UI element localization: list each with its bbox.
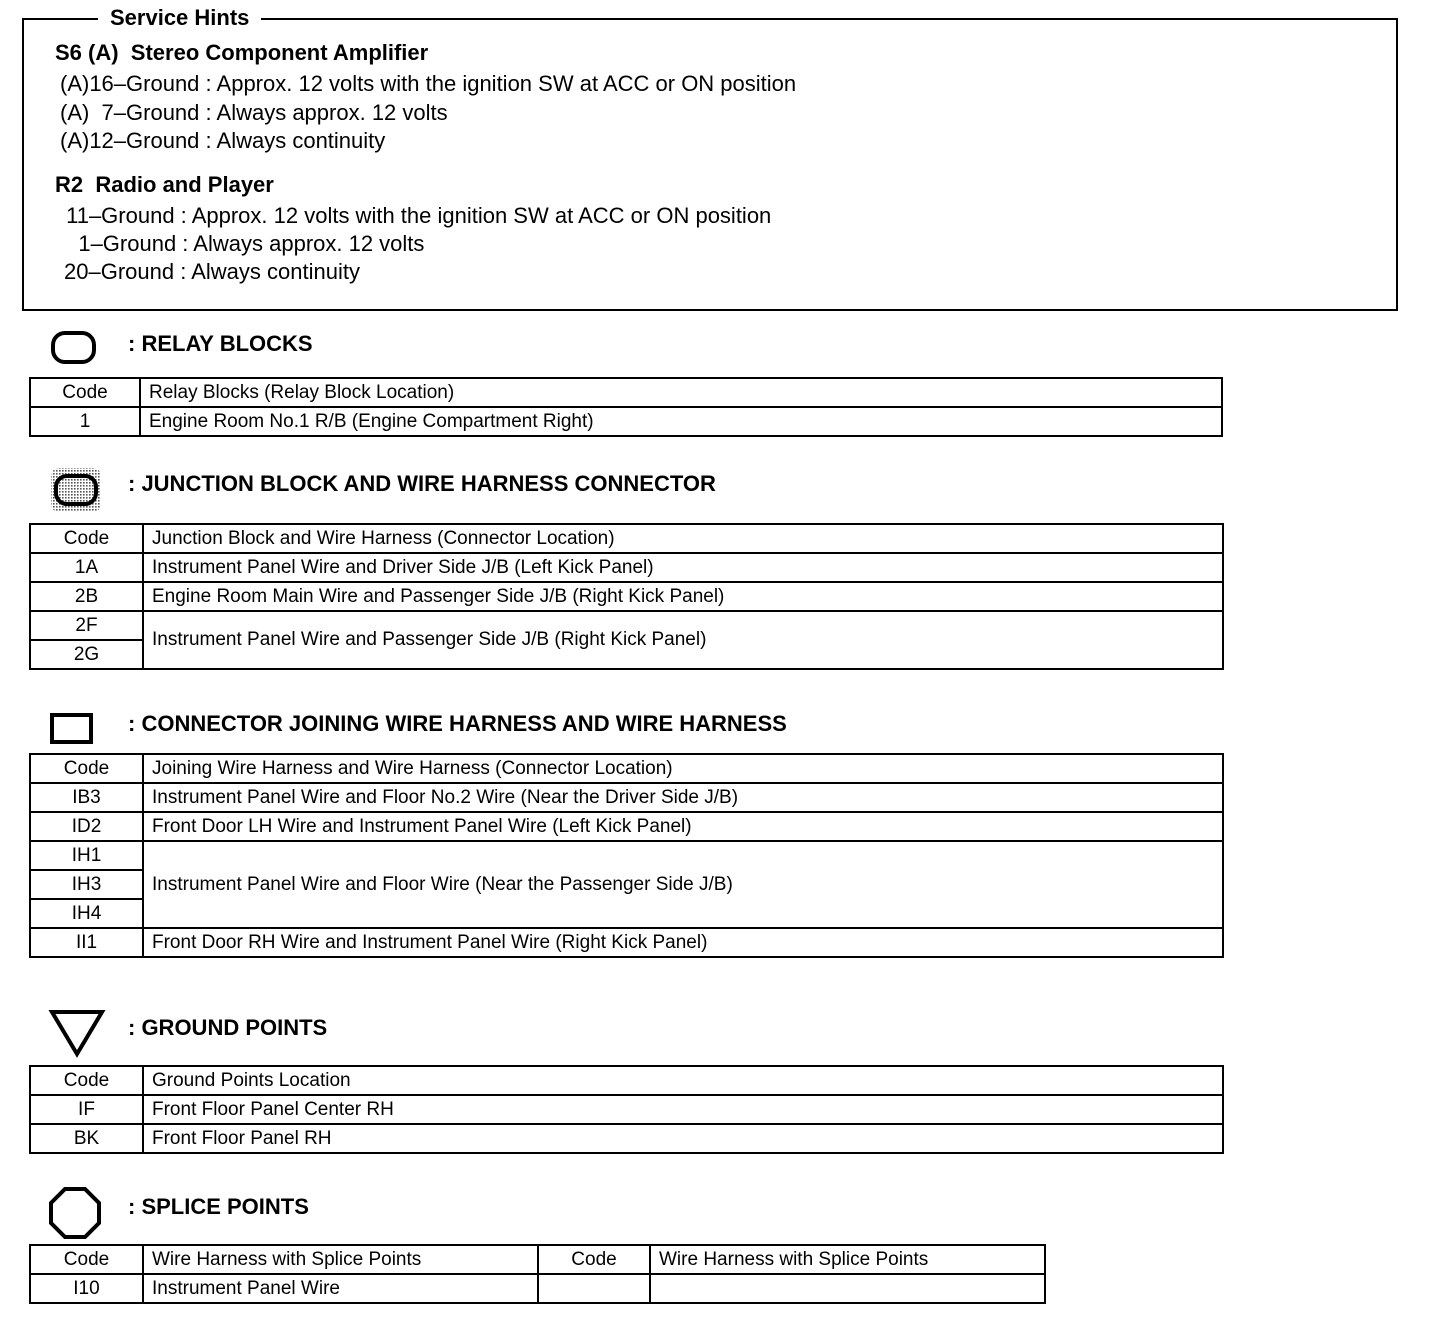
desc-cell: Engine Room No.1 R/B (Engine Compartment Right) xyxy=(140,407,1222,436)
table-header-row xyxy=(30,1245,1045,1274)
desc-cell: Front Door RH Wire and Instrument Panel Wire (Right Kick Panel) xyxy=(143,928,1223,957)
desc-cell: Instrument Panel Wire xyxy=(143,1274,538,1303)
desc-header: Ground Points Location xyxy=(143,1066,1223,1095)
table-row xyxy=(30,1095,1223,1124)
code-cell: 2B xyxy=(30,582,143,611)
table-row xyxy=(30,841,1223,870)
desc-header: Wire Harness with Splice Points xyxy=(650,1245,1045,1274)
code-cell: IH4 xyxy=(30,899,143,928)
code-header: Code xyxy=(30,1245,143,1274)
connectors-title: : CONNECTOR JOINING WIRE HARNESS AND WIRE HARNESS xyxy=(128,711,787,736)
table-row xyxy=(30,582,1223,611)
desc-cell: Front Floor Panel Center RH xyxy=(143,1095,1223,1124)
table-header-row xyxy=(30,378,1222,407)
code-header: Code xyxy=(538,1245,650,1274)
desc-cell: Engine Room Main Wire and Passenger Side J/B (Right Kick Panel) xyxy=(143,582,1223,611)
code-header: Code xyxy=(30,1066,143,1095)
desc-cell: Instrument Panel Wire and Passenger Side J/B (Right Kick Panel) xyxy=(143,611,1223,669)
code-cell: IF xyxy=(30,1095,143,1124)
down-triangle-icon xyxy=(48,1008,106,1058)
desc-header: Relay Blocks (Relay Block Location) xyxy=(140,378,1222,407)
code-cell: 2G xyxy=(30,640,143,669)
relay-blocks-title: : RELAY BLOCKS xyxy=(128,331,313,356)
code-cell xyxy=(538,1274,650,1303)
code-header: Code xyxy=(30,524,143,553)
r2-heading: R2 Radio and Player xyxy=(55,172,274,197)
code-cell: 1 xyxy=(30,407,140,436)
desc-cell: Instrument Panel Wire and Floor Wire (Near the Passenger Side J/B) xyxy=(143,841,1223,928)
connectors-table xyxy=(29,753,1224,958)
table-row xyxy=(30,407,1222,436)
code-cell: ID2 xyxy=(30,812,143,841)
table-header-row xyxy=(30,1066,1223,1095)
code-header: Code xyxy=(30,754,143,783)
table-row xyxy=(30,783,1223,812)
table-row xyxy=(30,812,1223,841)
splice-points-table xyxy=(29,1244,1046,1304)
table-row xyxy=(30,1274,1045,1303)
table-row xyxy=(30,928,1223,957)
code-cell: BK xyxy=(30,1124,143,1153)
desc-header: Junction Block and Wire Harness (Connector Location) xyxy=(143,524,1223,553)
code-cell: IH1 xyxy=(30,841,143,870)
s6-line: (A)12–Ground : Always continuity xyxy=(60,128,386,153)
splice-points-title: : SPLICE POINTS xyxy=(128,1194,309,1219)
octagon-icon xyxy=(48,1186,102,1240)
table-header-row xyxy=(30,524,1223,553)
code-cell: I10 xyxy=(30,1274,143,1303)
shaded-rounded-rect-icon xyxy=(50,467,102,513)
desc-cell: Instrument Panel Wire and Driver Side J/B (Left Kick Panel) xyxy=(143,553,1223,582)
junction-blocks-title: : JUNCTION BLOCK AND WIRE HARNESS CONNECTOR xyxy=(128,471,716,496)
ground-points-title: : GROUND POINTS xyxy=(128,1015,328,1040)
rectangle-icon xyxy=(50,713,94,745)
s6-line: (A)16–Ground : Approx. 12 volts with the ignition SW at ACC or ON position xyxy=(60,71,797,96)
s6-line: (A) 7–Ground : Always approx. 12 volts xyxy=(60,100,448,125)
desc-cell: Front Floor Panel RH xyxy=(143,1124,1223,1153)
desc-header: Joining Wire Harness and Wire Harness (Connector Location) xyxy=(143,754,1223,783)
desc-header: Wire Harness with Splice Points xyxy=(143,1245,538,1274)
table-header-row xyxy=(30,754,1223,783)
rounded-rect-icon xyxy=(50,330,98,366)
code-cell: II1 xyxy=(30,928,143,957)
relay-blocks-table xyxy=(29,377,1223,437)
service-hints-title: Service Hints xyxy=(98,4,261,32)
code-cell: 1A xyxy=(30,553,143,582)
r2-line: 1–Ground : Always approx. 12 volts xyxy=(60,231,425,256)
ground-points-table xyxy=(29,1065,1224,1154)
code-cell: IB3 xyxy=(30,783,143,812)
table-row xyxy=(30,1124,1223,1153)
code-cell: IH3 xyxy=(30,870,143,899)
r2-line: 11–Ground : Approx. 12 volts with the ignition SW at ACC or ON position xyxy=(60,203,772,228)
desc-cell: Instrument Panel Wire and Floor No.2 Wire (Near the Driver Side J/B) xyxy=(143,783,1223,812)
table-row xyxy=(30,553,1223,582)
s6-heading: S6 (A) Stereo Component Amplifier xyxy=(55,40,429,65)
desc-cell xyxy=(650,1274,1045,1303)
junction-blocks-table xyxy=(29,523,1224,670)
code-header: Code xyxy=(30,378,140,407)
table-row xyxy=(30,611,1223,640)
desc-cell: Front Door LH Wire and Instrument Panel Wire (Left Kick Panel) xyxy=(143,812,1223,841)
code-cell: 2F xyxy=(30,611,143,640)
r2-line: 20–Ground : Always continuity xyxy=(64,259,360,284)
